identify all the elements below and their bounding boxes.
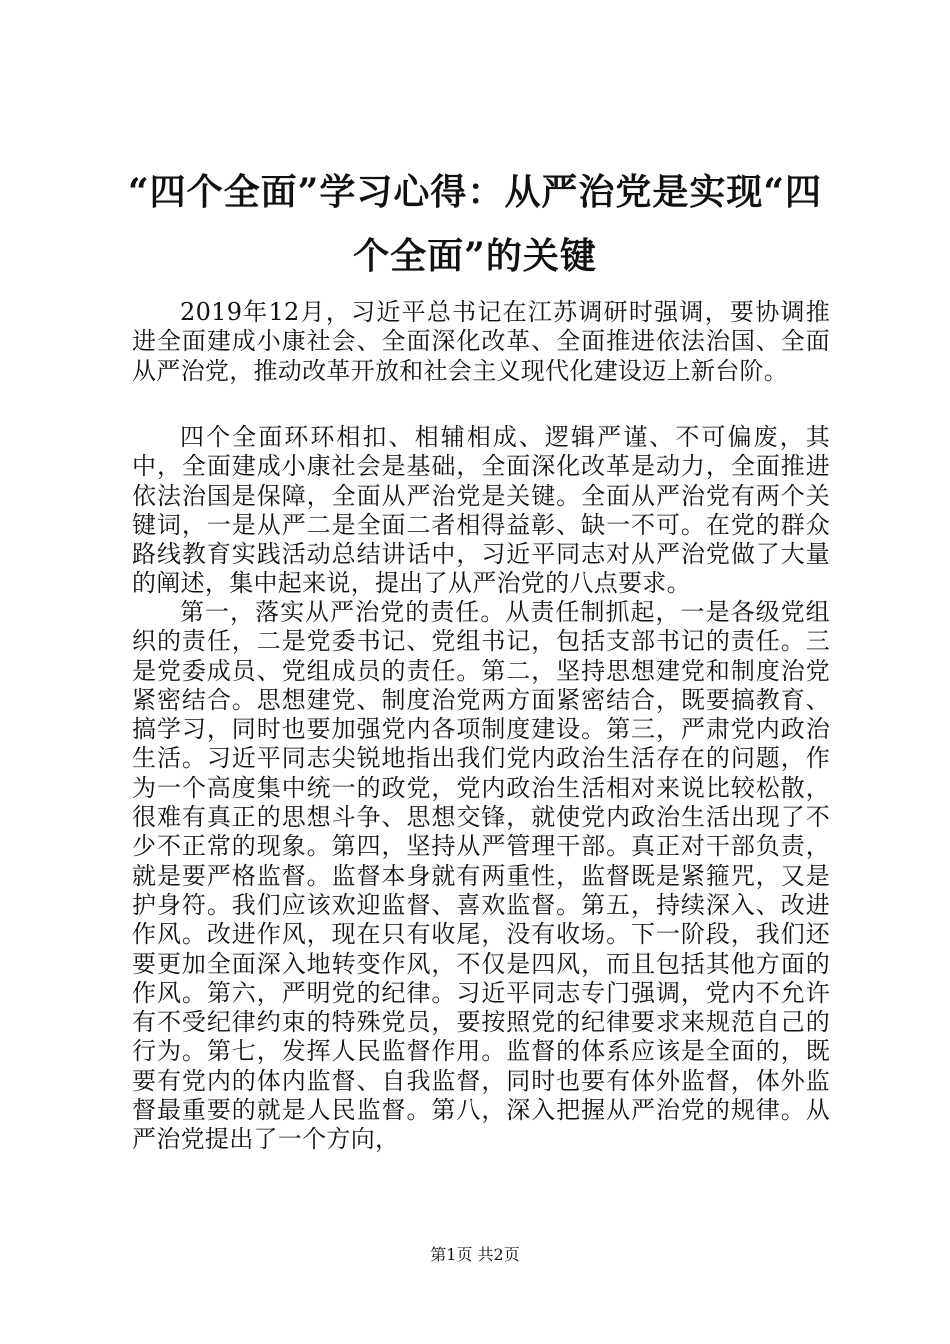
document-title [100,160,850,288]
paragraph-1: 2019年12月，习近平总书记在江苏调研时强调，要协调推进全面建成小康社会、全面深化改革、全面推进依法治国、全面从严治党，推动改革开放和社会主义现代化建设迈上新台阶。 [132,298,830,385]
paragraph-2: 四个全面环环相扣、相辅相成、逻辑严谨、不可偏废，其中，全面建成小康社会是基础，全面深化改革是动力，全面推进依法治国是保障，全面从严治党是关键。全面从严治党有两个关键词，一是从严二是全面二者相得益彰、缺一不可。在党的群众路线教育实践活动总结讲话中，习近平同志对从严治党做了大量的阐述，集中起来说，提出了从严治党的八点要求。 [132,423,830,598]
title-line-2: 个全面”的关键 [353,235,597,277]
page-footer: 第1页 共2页 [430,1245,520,1264]
title-line-1: “四个全面”学习心得：从严治党是实现“四 [127,171,823,213]
paragraph-3: 第一，落实从严治党的责任。从责任制抓起，一是各级党组织的责任，二是党委书记、党组书记，包括支部书记的责任。三是党委成员、党组成员的责任。第二，坚持思想建党和制度治党紧密结合。思想建党、制度治党两方面紧密结合，既要搞教育、搞学习，同时也要加强党内各项制度建设。第三，严肃党内政治生活。习近平同志尖锐地指出我们党内政治生活存在的问题，作为一个高度集中统一的政党，党内政治生活相对来说比较松散，很难有真正的思想斗争、思想交锋，就使党内政治生活出现了不少不正常的现象。第四，坚持从严管理干部。真正对干部负责，就是要严格监督。监督本身就有两重性，监督既是紧箍咒，又是护身符。我们应该欢迎监督、喜欢监督。第五，持续深入、改进作风。改进作风，现在只有收尾，没有收场。下一阶段，我们还要更加全面深入地转变作风，不仅是四风，而且包括其他方面的作风。第六，严明党的纪律。习近平同志专门强调，党内不允许有不受纪律约束的特殊党员，要按照党的纪律要求来规范自己的行为。第七，发挥人民监督作用。监督的体系应该是全面的，既要有党内的体内监督、自我监督，同时也要有体外监督，体外监督最重要的就是人民监督。第八，深入把握从严治党的规律。从严治党提出了一个方向， [132,598,830,1154]
